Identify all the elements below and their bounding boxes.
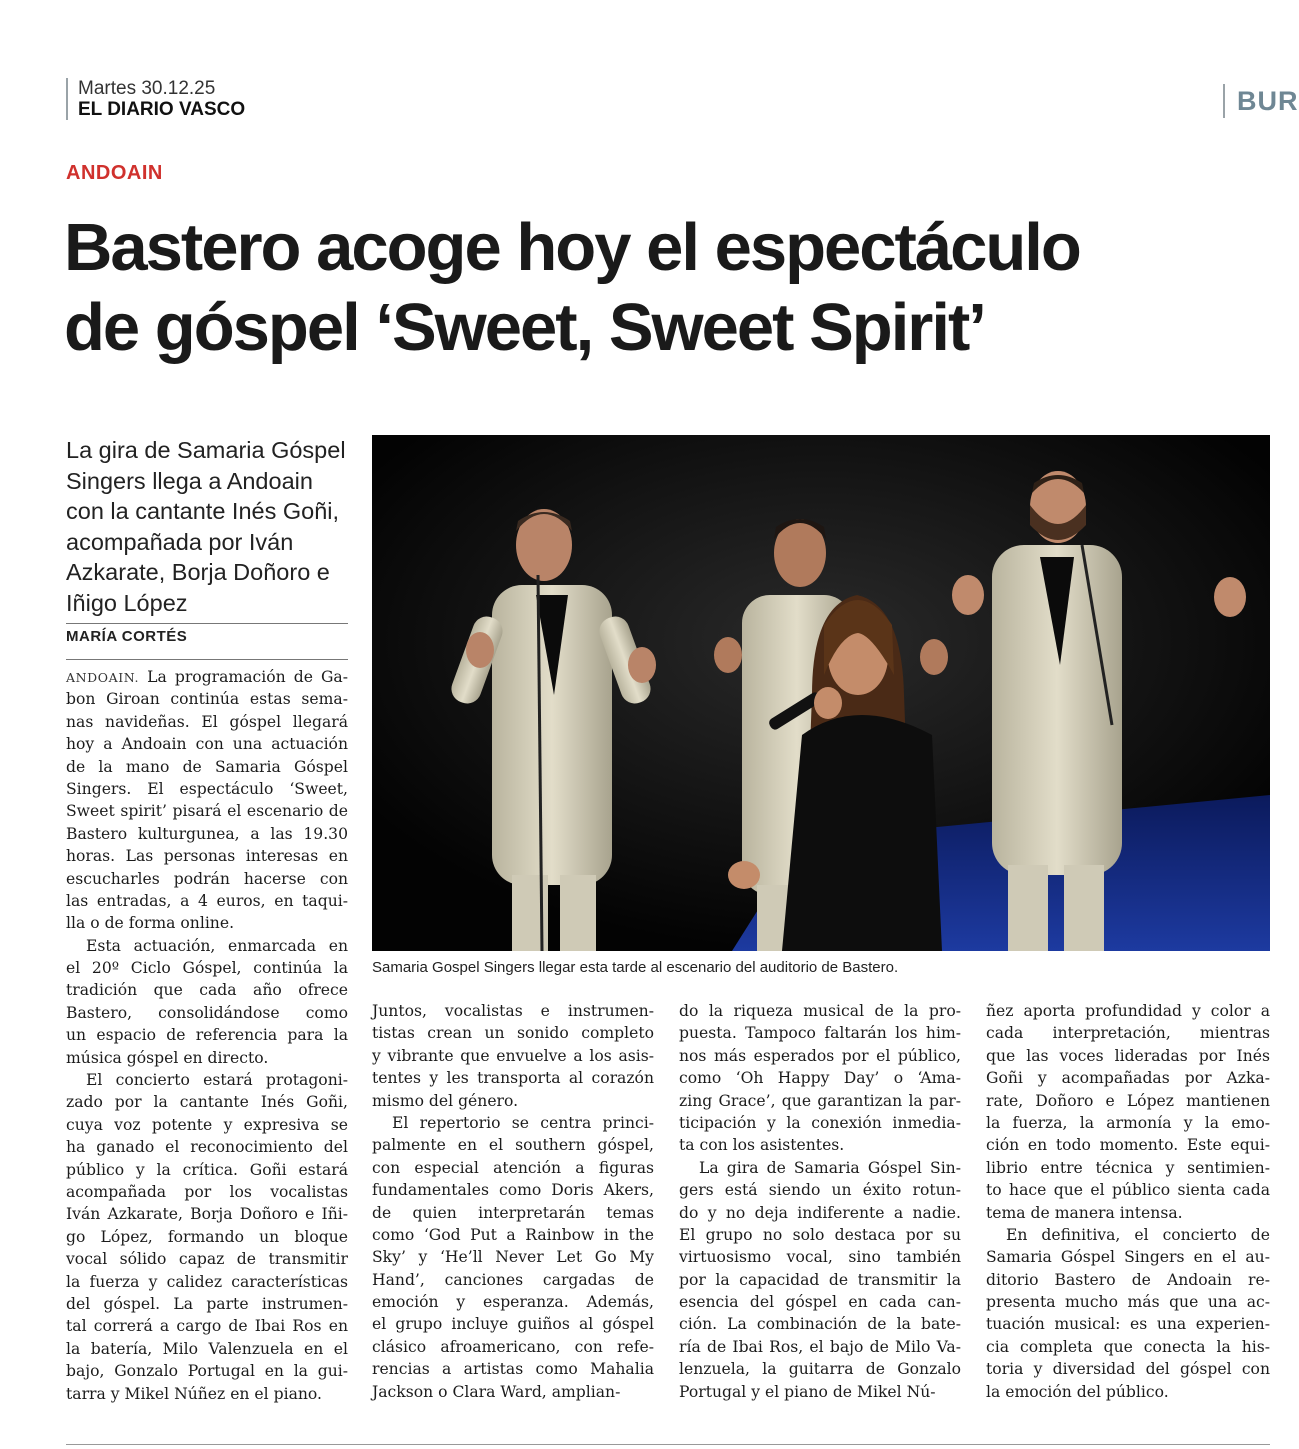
body-column-4: [986, 1000, 1270, 1403]
body-text-line: clásico afroamericano, con refe-: [372, 1337, 654, 1356]
body-text-line: rate, Doñoro e López mantienen: [986, 1091, 1270, 1110]
body-text-line: tradición que cada año ofrece: [66, 981, 348, 1000]
body-text-line: puesta. Tampoco faltarán los him-: [679, 1024, 961, 1043]
headline: [64, 208, 1234, 368]
body-text-line: Iván Azkarate, Borja Doñoro e Iñi-: [66, 1205, 348, 1224]
concert-photo: [372, 435, 1270, 951]
body-text-line: ta con los asistentes.: [679, 1136, 845, 1155]
body-text-line: emoción y esperanza. Además,: [372, 1293, 654, 1312]
body-text-line: palmente en el southern góspel,: [372, 1136, 654, 1155]
body-text-line: la emoción del público.: [986, 1382, 1169, 1401]
body-text-line: tistas crean un sonido completo: [372, 1024, 654, 1043]
body-text-line: Esta actuación, enmarcada en: [86, 936, 348, 955]
body-text-line: cuya voz potente y expresiva se: [66, 1115, 348, 1134]
body-text-line: bon Giroan continúa estas sema-: [66, 690, 348, 709]
body-text-fragment: La programación de Ga-: [139, 668, 348, 686]
subhead-line: Iñigo López: [66, 589, 188, 616]
masthead: [66, 78, 245, 120]
body-text-line: horas. Las personas interesas en: [66, 847, 348, 866]
body-text-line: como ‘Oh Happy Day’ o ‘Ama-: [679, 1069, 961, 1088]
body-text-line: hoy a Andoain con una actuación: [66, 735, 348, 754]
body-text-line: ñez aporta profundidad y color a: [986, 1002, 1270, 1020]
body-text-line: Singers. El espectáculo ‘Sweet,: [66, 779, 348, 798]
body-text-line: la fuerza y calidez características: [66, 1272, 348, 1291]
body-text-line: acompañada por los vocalistas: [66, 1182, 348, 1201]
body-text-line: Goñi y acompañadas por Azka-: [986, 1069, 1270, 1088]
body-text-line: rencias a artistas como Mahalia: [372, 1360, 654, 1379]
body-text-line: El repertorio se centra princi-: [392, 1113, 654, 1132]
body-text-line: por la capacidad de transmitir la: [679, 1270, 961, 1289]
body-text-line: La gira de Samaria Góspel Sin-: [699, 1158, 961, 1177]
headline-line: de góspel ‘Sweet, Sweet Spirit’: [64, 290, 985, 365]
body-text-line: de la mano de Samaria Góspel: [66, 757, 348, 776]
body-text-line: librio entre técnica y sentimien-: [986, 1158, 1270, 1177]
section-tag: [1223, 84, 1299, 118]
issue-date: Martes 30.12.25: [78, 78, 216, 99]
subhead-line: La gira de Samaria Góspel: [66, 437, 346, 463]
body-text-line: El grupo no solo destaca por su: [679, 1225, 961, 1244]
body-text-line: tuación musical: es una experien-: [986, 1315, 1270, 1334]
body-text-line: ditorio Bastero de Andoain re-: [986, 1270, 1270, 1289]
body-text-line: En definitiva, el concierto de: [1006, 1225, 1270, 1244]
subhead-line: Azkarate, Borja Doñoro e: [66, 559, 330, 585]
subhead-line: Singers llega a Andoain: [66, 467, 313, 494]
body-text-line: de quien interpretarán temas: [372, 1203, 654, 1222]
byline-bottom-rule: [66, 659, 348, 660]
body-column-2: [372, 1000, 654, 1403]
subhead: [66, 435, 356, 618]
body-text-line: go López, formando un bloque: [66, 1227, 348, 1246]
body-text-line: la fuerza, la armonía y la emo-: [986, 1113, 1270, 1132]
body-text-line: con especial atención a figuras: [372, 1158, 654, 1177]
body-text-line: vocal sólido capaz de transmitir: [66, 1250, 348, 1269]
body-text-line: nas navideñas. El góspel llegará: [66, 712, 348, 731]
dateline: ANDOAIN.: [66, 670, 140, 685]
body-text-line: cada interpretación, mientras: [986, 1024, 1270, 1043]
body-text-line: público y la crítica. Goñi estará: [66, 1160, 348, 1179]
body-text-line: fundamentales como Doris Akers,: [372, 1181, 654, 1200]
body-text-line: Sky’ y ‘He’ll Never Let Go My: [372, 1248, 654, 1267]
body-text-line: Hand’, canciones cargadas de: [372, 1270, 654, 1289]
body-text-line: ticipación y la conexión inmedia-: [679, 1113, 961, 1132]
body-text-line: el 20º Ciclo Góspel, continúa la: [66, 959, 348, 978]
body-text-line: Jackson o Clara Ward, amplian-: [372, 1382, 621, 1401]
body-text-line: do y no deja indiferente a nadie.: [679, 1203, 961, 1222]
body-text-line: las entradas, a 4 euros, en taqui-: [66, 891, 348, 910]
body-text-line: mismo del género.: [372, 1091, 519, 1110]
body-text-line: toria y diversidad del góspel con: [986, 1360, 1270, 1379]
body-text-line: cia completa que conecta la his-: [986, 1337, 1270, 1356]
body-column-1: [66, 666, 348, 1405]
body-text-line: Bastero, consolidándose como: [66, 1003, 348, 1022]
body-text-line: lla o de forma online.: [66, 914, 235, 933]
body-text-line: Portugal y el piano de Mikel Nú-: [679, 1382, 936, 1401]
body-text-line: un espacio de referencia para la: [66, 1026, 348, 1045]
body-text-line: del góspel. La parte instrumen-: [66, 1294, 348, 1313]
body-text-line: Juntos, vocalistas e instrumen-: [372, 1002, 654, 1020]
body-text-line: [66, 666, 348, 688]
byline-top-rule: [66, 623, 348, 624]
body-text-line: El concierto estará protagoni-: [86, 1071, 348, 1090]
subhead-line: con la cantante Inés Goñi,: [66, 498, 340, 524]
body-text-line: presenta mucho más que una ac-: [986, 1293, 1270, 1312]
body-text-line: tema de manera intensa.: [986, 1203, 1183, 1222]
body-text-line: que las voces lideradas por Inés: [986, 1046, 1270, 1065]
body-text-line: lenzuela, la guitarra de Gonzalo: [679, 1360, 961, 1379]
body-text-line: zing Grace’, que garantizan la par-: [679, 1091, 961, 1110]
body-text-line: tarra y Mikel Núñez en el piano.: [66, 1384, 322, 1403]
body-text-line: gers está siendo un éxito rotun-: [679, 1181, 961, 1200]
photo-caption: Samaria Gospel Singers llegar esta tarde al escenario del auditorio de Bastero.: [372, 959, 899, 976]
body-text-line: zado por la cantante Inés Goñi,: [66, 1093, 348, 1112]
body-text-line: ha ganado el reconocimiento del: [66, 1138, 348, 1157]
body-text-line: bajo, Gonzalo Portugal en la gui-: [66, 1362, 348, 1381]
kicker: ANDOAIN: [66, 162, 163, 184]
bottom-rule: [66, 1444, 1270, 1445]
body-column-3: [679, 1000, 961, 1403]
subhead-line: acompañada por Iván: [66, 528, 294, 555]
body-text-line: virtuosismo vocal, sino también: [679, 1248, 961, 1267]
body-text-line: y vibrante que envuelve a los asis-: [372, 1046, 654, 1065]
byline: MARÍA CORTÉS: [66, 628, 188, 645]
body-text-line: tal correrá a cargo de Ibai Ros en: [66, 1317, 348, 1336]
body-text-line: tentes y les transporta al corazón: [372, 1069, 654, 1088]
section-tag-label: BUR: [1237, 86, 1299, 116]
body-text-line: ría de Ibai Ros, el bajo de Milo Va-: [679, 1337, 961, 1356]
body-text-line: Sweet spirit’ pisará el escenario de: [66, 802, 348, 821]
concert-photo-illustration: [372, 435, 1270, 951]
body-text-line: do la riqueza musical de la pro-: [679, 1002, 961, 1020]
body-text-line: to hace que el público sienta cada: [986, 1181, 1270, 1200]
body-text-line: ción en todo momento. Este equi-: [986, 1136, 1270, 1155]
body-text-line: la batería, Milo Valenzuela en el: [66, 1339, 348, 1358]
body-text-line: Bastero kulturgunea, a las 19.30: [66, 824, 348, 843]
body-text-line: nos más esperados por el público,: [679, 1046, 961, 1065]
body-text-line: ción. La combinación de la bate-: [679, 1315, 961, 1334]
body-text-line: como ‘God Put a Rainbow in the: [372, 1225, 654, 1244]
body-text-line: Samaria Góspel Singers en el au-: [986, 1248, 1270, 1267]
newspaper-name: EL DIARIO VASCO: [78, 99, 246, 120]
body-text-line: el grupo incluye guiños al góspel: [372, 1315, 654, 1334]
headline-line: Bastero acoge hoy el espectáculo: [64, 210, 1080, 285]
body-text-line: escucharles podrán hacerse con: [66, 869, 348, 888]
body-text-line: esencia del góspel en cada can-: [679, 1293, 961, 1312]
body-text-line: música góspel en directo.: [66, 1048, 269, 1067]
